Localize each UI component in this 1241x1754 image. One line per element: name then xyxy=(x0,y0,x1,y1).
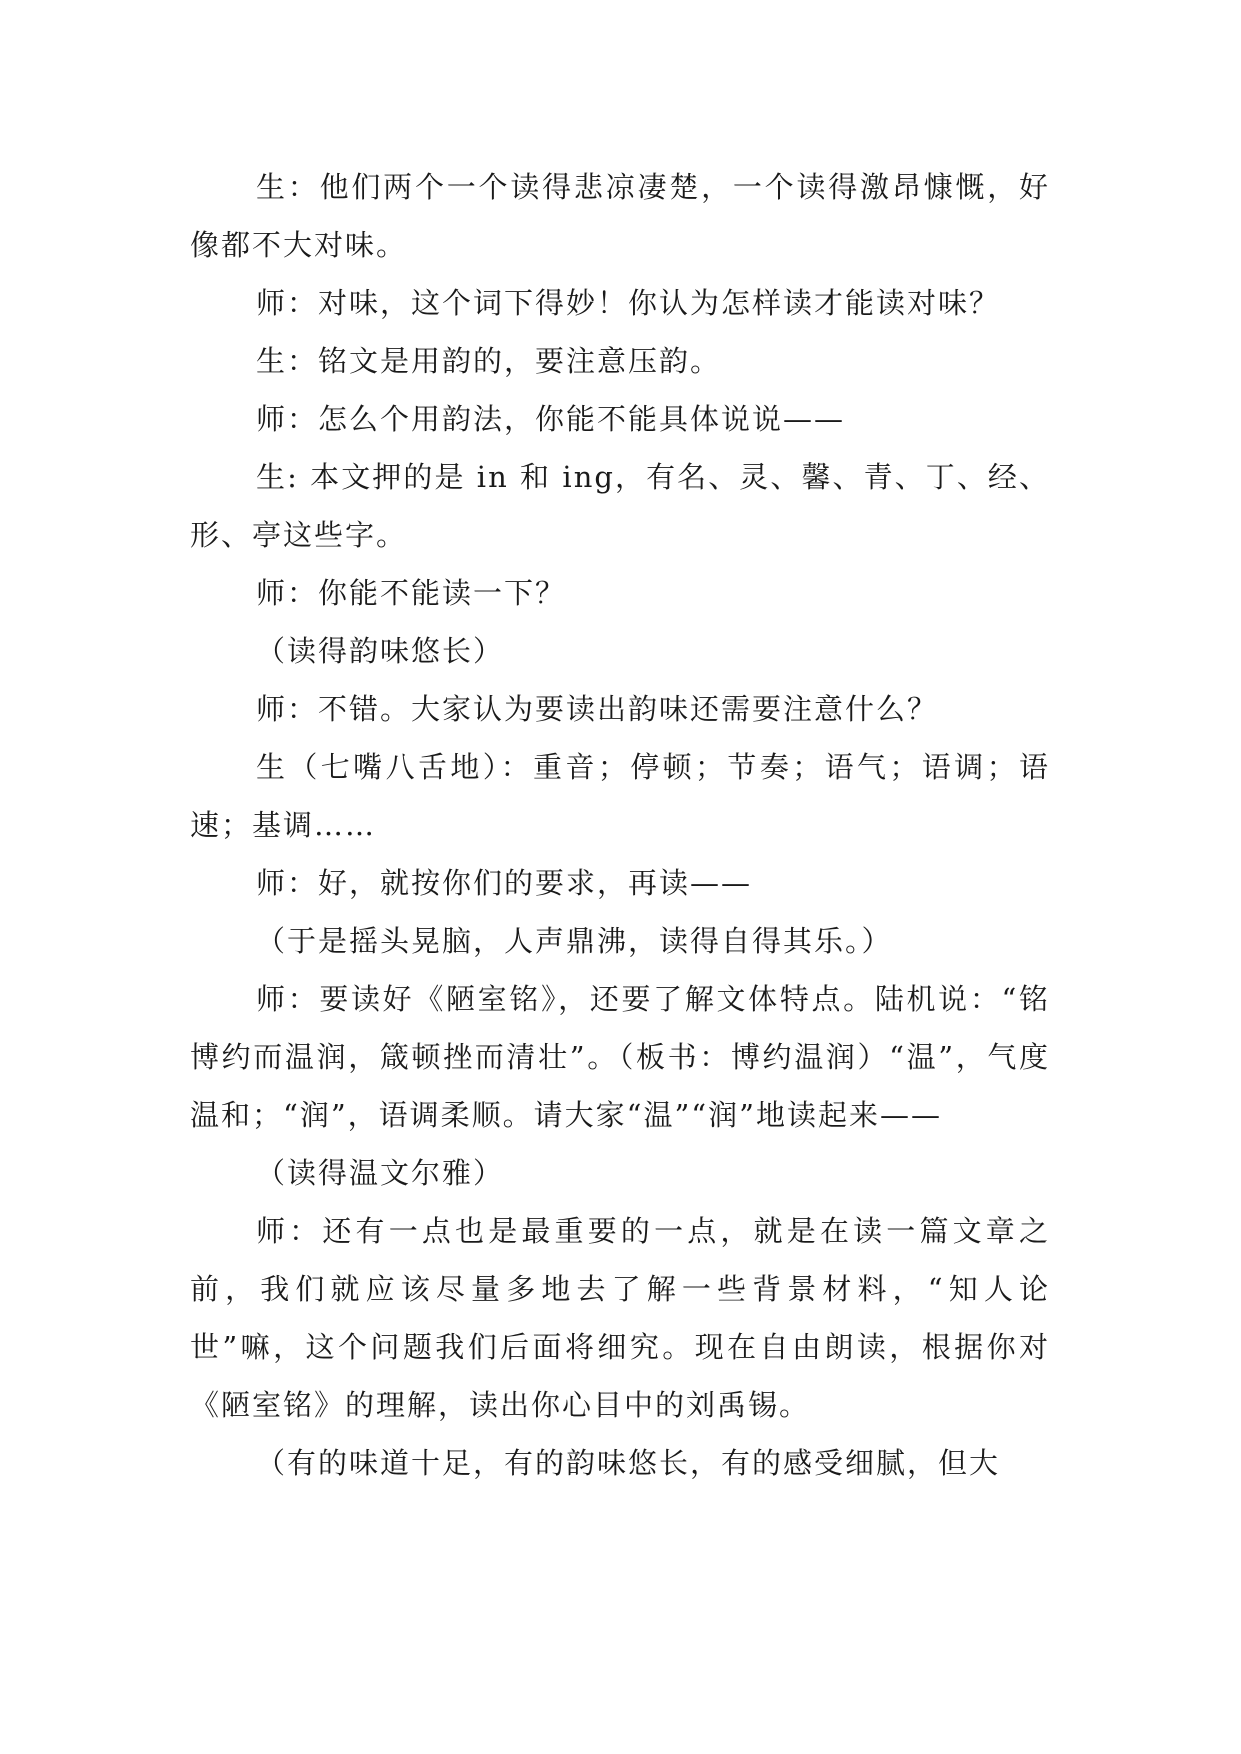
paragraph: 生（七嘴八舌地）：重音；停顿；节奏；语气；语调；语速；基调…… xyxy=(190,750,1050,842)
paragraph: 师：好，就按你们的要求，再读—— xyxy=(256,866,753,900)
paragraph: 师：你能不能读一下？ xyxy=(256,576,567,610)
paragraph: 生: 本文押的是 in 和 ing，有名、灵、馨、青、丁、经、形、亭这些字。 xyxy=(190,460,1050,552)
paragraph: 师：对味，这个词下得妙！你认为怎样读才能读对味？ xyxy=(256,286,1001,320)
paragraph: （读得温文尔雅） xyxy=(256,1156,505,1190)
paragraph: 师：怎么个用韵法，你能不能具体说说—— xyxy=(256,402,846,436)
paragraph: 生：铭文是用韵的，要注意压韵。 xyxy=(256,344,722,378)
document-body xyxy=(190,158,1050,1492)
paragraph: （于是摇头晃脑，人声鼎沸，读得自得其乐。） xyxy=(256,924,893,958)
paragraph: （读得韵味悠长） xyxy=(256,634,505,668)
paragraph: 师：还有一点也是最重要的一点，就是在读一篇文章之前，我们就应该尽量多地去了解一些背景材料，“知人论世”嘛，这个问题我们后面将细究。现在自由朗读，根据你对《陋室铭》的理解，读出你心目中的刘禹锡。 xyxy=(190,1214,1050,1422)
paragraph: 师：要读好《陋室铭》，还要了解文体特点。陆机说：“铭博约而温润，箴顿挫而清壮”。（板书：博约温润）“温”，气度温和；“润”，语调柔顺。请大家“温”“润”地读起来—— xyxy=(190,982,1050,1132)
paragraph: （有的味道十足，有的韵味悠长，有的感受细腻，但大 xyxy=(256,1446,1001,1480)
paragraph: 生：他们两个一个读得悲凉凄楚，一个读得激昂慷慨，好像都不大对味。 xyxy=(190,170,1050,262)
paragraph: 师：不错。大家认为要读出韵味还需要注意什么？ xyxy=(256,692,939,726)
